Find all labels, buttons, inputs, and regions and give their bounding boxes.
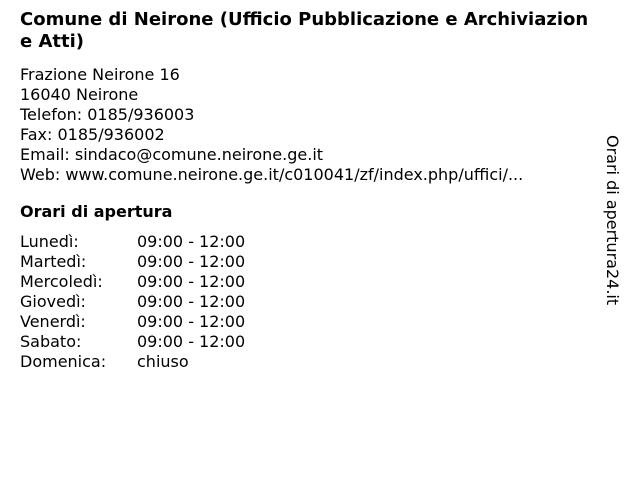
hours-row-friday	[20, 312, 600, 332]
hours-row-wednesday	[20, 272, 600, 292]
hours-row-tuesday	[20, 252, 600, 272]
day-label: Giovedì:	[20, 292, 86, 311]
time-value: 09:00 - 12:00	[137, 292, 246, 311]
day-label: Lunedì:	[20, 232, 79, 251]
city-address: 16040 Neirone	[20, 85, 139, 104]
time-value: 09:00 - 12:00	[137, 332, 246, 351]
hours-row-thursday	[20, 292, 600, 312]
opening-hours-table	[20, 232, 600, 372]
contact-block	[20, 65, 600, 185]
fax-number: Fax: 0185/936002	[20, 125, 165, 144]
business-card	[20, 9, 600, 372]
time-value: 09:00 - 12:00	[137, 252, 246, 271]
day-label: Mercoledì:	[20, 272, 103, 291]
day-label: Domenica:	[20, 352, 107, 371]
opening-hours-heading: Orari di apertura	[20, 202, 173, 221]
hours-row-sunday	[20, 352, 600, 372]
website-url: Web: www.comune.neirone.ge.it/c010041/zf/index.php/uffici/...	[20, 165, 524, 184]
time-value: chiuso	[137, 352, 189, 371]
hours-row-monday	[20, 232, 600, 252]
time-value: 09:00 - 12:00	[137, 232, 246, 251]
hours-row-saturday	[20, 332, 600, 352]
watermark-text: Orari di apertura24.it	[603, 135, 622, 306]
day-label: Martedì:	[20, 252, 87, 271]
time-value: 09:00 - 12:00	[137, 272, 246, 291]
street-address: Frazione Neirone 16	[20, 65, 180, 84]
day-label: Venerdì:	[20, 312, 86, 331]
time-value: 09:00 - 12:00	[137, 312, 246, 331]
site-watermark	[600, 135, 640, 315]
phone-number: Telefon: 0185/936003	[20, 105, 195, 124]
email-address: Email: sindaco@comune.neirone.ge.it	[20, 145, 324, 164]
business-title: Comune di Neirone (Ufficio Pubblicazione e Archiviazione Atti)	[20, 9, 589, 52]
day-label: Sabato:	[20, 332, 82, 351]
